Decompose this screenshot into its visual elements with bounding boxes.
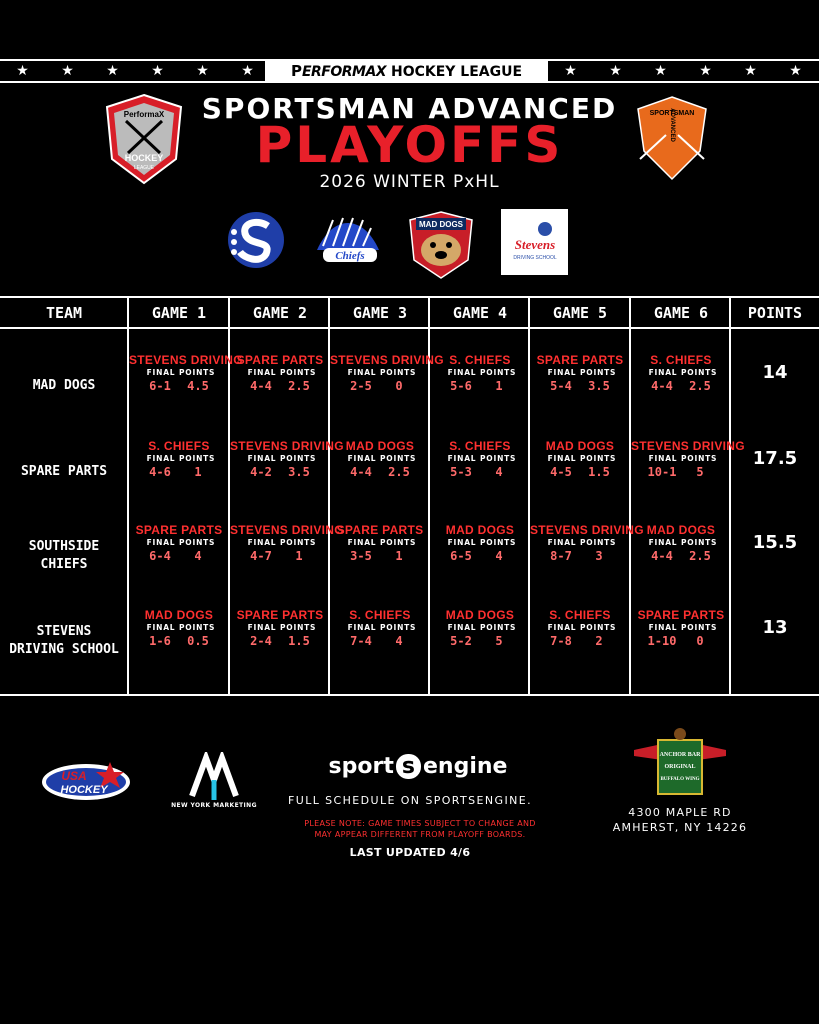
result-labels: [330, 622, 430, 634]
points-label: POINTS: [580, 538, 617, 547]
opponent-name: S. CHIEFS: [650, 353, 712, 367]
points-label: POINTS: [580, 623, 617, 632]
game-cell: [631, 353, 731, 403]
se-logo-right: engine: [422, 754, 508, 779]
points-label: POINTS: [580, 368, 617, 377]
opponent-name: STEVENS DRIVING: [230, 439, 344, 453]
playoffs-title: PLAYOFFS: [255, 116, 564, 174]
svg-text:HOCKEY: HOCKEY: [124, 153, 164, 163]
final-score: 5-6: [450, 379, 472, 393]
performax-logo-icon: P: [290, 62, 302, 80]
result-labels: [230, 453, 330, 465]
result-labels: [430, 453, 530, 465]
points-label: POINTS: [280, 623, 317, 632]
opponent-name: STEVENS DRIVING: [330, 353, 444, 367]
result-labels: [530, 537, 630, 549]
points-label: POINTS: [280, 538, 317, 547]
points-label: POINTS: [580, 454, 617, 463]
result-labels: [330, 537, 430, 549]
total-points: 17.5: [752, 448, 798, 469]
result-labels: [230, 367, 330, 379]
final-score: 2-4: [250, 634, 272, 648]
opponent-name: SPARE PARTS: [336, 523, 424, 537]
final-score: 4-4: [651, 379, 673, 393]
game-points: 4: [395, 634, 403, 648]
result-values: [530, 549, 630, 563]
game-cell: [430, 523, 530, 573]
last-updated: LAST UPDATED 4/6: [349, 846, 471, 859]
final-score: 4-4: [350, 465, 372, 479]
opponent-name: S. CHIEFS: [349, 608, 411, 622]
result-values: [430, 634, 530, 648]
result-labels: [230, 537, 330, 549]
final-label: FINAL: [347, 454, 377, 463]
final-label: FINAL: [347, 368, 377, 377]
game-cell: [330, 353, 444, 403]
game-cell: [330, 523, 430, 573]
game-points: 1.5: [588, 465, 610, 479]
final-score: 7-8: [550, 634, 572, 648]
game-points: 2.5: [388, 465, 410, 479]
points-label: POINTS: [480, 623, 517, 632]
final-score: 1-10: [647, 634, 677, 648]
result-labels: [129, 537, 229, 549]
svg-text:Chiefs: Chiefs: [335, 250, 365, 262]
result-labels: [430, 622, 530, 634]
svg-text:ANCHOR BAR: ANCHOR BAR: [659, 752, 701, 758]
league-banner: [0, 59, 819, 83]
final-score: 10-1: [647, 465, 677, 479]
result-values: [230, 465, 330, 479]
points-label: POINTS: [380, 454, 417, 463]
game-cell: [129, 439, 229, 489]
points-label: POINTS: [380, 623, 417, 632]
result-labels: [631, 537, 731, 549]
table-bottom-border: [0, 694, 819, 696]
league-title: HOCKEY LEAGUE: [390, 64, 523, 80]
result-labels: [430, 537, 530, 549]
game-points: 3.5: [588, 379, 610, 393]
game-points: 3.5: [288, 465, 310, 479]
points-label: POINTS: [480, 538, 517, 547]
final-score: 2-5: [350, 379, 372, 393]
opponent-name: SPARE PARTS: [536, 353, 624, 367]
game-cell: [430, 608, 530, 658]
game-cell: [430, 353, 530, 403]
final-score: 6-5: [450, 549, 472, 563]
points-label: POINTS: [179, 623, 216, 632]
team-name: [0, 377, 128, 395]
result-labels: [430, 367, 530, 379]
final-label: FINAL: [547, 538, 577, 547]
result-values: [631, 465, 731, 479]
opponent-name: SPARE PARTS: [637, 608, 725, 622]
note-line-1: PLEASE NOTE: GAME TIMES SUBJECT TO CHANGE AND: [304, 819, 536, 828]
sportsman-advanced-crest-icon: [636, 95, 708, 183]
final-label: FINAL: [447, 368, 477, 377]
game-points: 4: [495, 465, 503, 479]
opponent-name: STEVENS DRIVING: [530, 523, 644, 537]
game-cell: [129, 523, 229, 573]
final-label: FINAL: [146, 623, 176, 632]
game-cell: [430, 439, 530, 489]
points-label: POINTS: [681, 368, 718, 377]
result-values: [330, 549, 430, 563]
team-name-line: SPARE PARTS: [20, 464, 108, 479]
table-top-border: [0, 296, 819, 298]
result-values: [230, 379, 330, 393]
final-score: 1-6: [149, 634, 171, 648]
opponent-name: S. CHIEFS: [549, 608, 611, 622]
opponent-name: STEVENS DRIVING: [631, 439, 745, 453]
final-score: 4-4: [250, 379, 272, 393]
league-name-box: [265, 61, 548, 81]
final-score: 5-2: [450, 634, 472, 648]
final-label: FINAL: [347, 538, 377, 547]
game-cell: [230, 439, 344, 489]
result-labels: [631, 453, 731, 465]
game-points: 4: [194, 549, 202, 563]
team-name-line: CHIEFS: [40, 557, 88, 572]
header-game-6: GAME 6: [653, 304, 709, 322]
stars-right: ★ ★ ★ ★ ★ ★: [564, 63, 802, 79]
mad-dogs-logo-icon: [408, 210, 474, 280]
result-values: [631, 549, 731, 563]
result-values: [129, 379, 229, 393]
final-label: FINAL: [447, 538, 477, 547]
final-score: 4-2: [250, 465, 272, 479]
game-points: 4: [495, 549, 503, 563]
points-label: POINTS: [179, 454, 216, 463]
stevens-logo-icon: [501, 209, 568, 275]
svg-text:PerformaX: PerformaX: [123, 110, 165, 119]
standings-table: [0, 296, 819, 696]
team-name: [0, 623, 128, 659]
address-line-2: AMHERST, NY 14226: [612, 821, 748, 834]
total-points: 15.5: [752, 532, 798, 553]
svg-text:ADVANCED: ADVANCED: [669, 108, 675, 142]
total-points: 14: [762, 362, 788, 383]
usa-hockey-logo-icon: [40, 758, 132, 804]
division-title: SPORTSMAN ADVANCED: [201, 92, 618, 125]
opponent-name: S. CHIEFS: [148, 439, 210, 453]
result-values: [230, 634, 330, 648]
game-cell: [530, 439, 630, 489]
team-name-line: MAD DOGS: [32, 378, 96, 393]
game-points: 2.5: [689, 379, 711, 393]
full-schedule-text: FULL SCHEDULE ON SPORTSENGINE.: [288, 794, 532, 807]
result-values: [129, 465, 229, 479]
final-label: FINAL: [247, 368, 277, 377]
game-cell: [129, 353, 243, 403]
final-label: FINAL: [547, 368, 577, 377]
final-label: FINAL: [547, 454, 577, 463]
league-prefix: ERFORMAX: [301, 64, 387, 80]
result-values: [631, 634, 731, 648]
opponent-name: S. CHIEFS: [449, 353, 511, 367]
result-values: [330, 634, 430, 648]
final-label: FINAL: [146, 368, 176, 377]
svg-text:MAD DOGS: MAD DOGS: [419, 220, 463, 229]
game-points: 0.5: [187, 634, 209, 648]
stars-left: ★ ★ ★ ★ ★ ★: [16, 63, 254, 79]
restaurant-address: [600, 805, 760, 835]
game-points: 1: [194, 465, 202, 479]
result-values: [530, 465, 630, 479]
game-cell: [631, 439, 745, 489]
final-score: 4-6: [149, 465, 171, 479]
note-line-2: MAY APPEAR DIFFERENT FROM PLAYOFF BOARDS.: [314, 830, 526, 839]
header-game-1: GAME 1: [151, 304, 207, 322]
game-points: 1: [495, 379, 503, 393]
se-logo-mid: s: [396, 754, 421, 779]
team-name-line: SOUTHSIDE: [28, 539, 100, 554]
result-labels: [230, 622, 330, 634]
address-line-1: 4300 MAPLE RD: [628, 806, 732, 819]
svg-text:HOCKEY: HOCKEY: [60, 784, 108, 796]
game-cell: [530, 523, 644, 573]
opponent-name: SPARE PARTS: [236, 608, 324, 622]
team-name: [0, 538, 128, 574]
game-points: 5: [495, 634, 503, 648]
opponent-name: STEVENS DRIVING: [230, 523, 344, 537]
game-points: 2: [595, 634, 603, 648]
header-game-3: GAME 3: [352, 304, 408, 322]
opponent-name: MAD DOGS: [445, 608, 515, 622]
final-label: FINAL: [146, 538, 176, 547]
result-values: [330, 379, 430, 393]
result-values: [330, 465, 430, 479]
opponent-name: S. CHIEFS: [449, 439, 511, 453]
final-score: 4-5: [550, 465, 572, 479]
opponent-name: MAD DOGS: [144, 608, 214, 622]
points-label: POINTS: [179, 368, 216, 377]
final-score: 5-3: [450, 465, 472, 479]
game-cell: [230, 523, 344, 573]
result-labels: [631, 622, 731, 634]
game-cell: [631, 608, 731, 658]
game-points: 2.5: [689, 549, 711, 563]
final-label: FINAL: [347, 623, 377, 632]
result-labels: [129, 453, 229, 465]
opponent-name: SPARE PARTS: [236, 353, 324, 367]
season-subtitle: 2026 WINTER PxHL: [319, 172, 500, 192]
result-values: [430, 549, 530, 563]
opponent-name: MAD DOGS: [345, 439, 415, 453]
result-labels: [129, 622, 229, 634]
final-score: 4-4: [651, 549, 673, 563]
total-points: 13: [762, 617, 788, 638]
game-points: 4.5: [187, 379, 209, 393]
final-label: FINAL: [247, 623, 277, 632]
game-points: 0: [395, 379, 403, 393]
game-cell: [631, 523, 731, 573]
svg-text:Stevens: Stevens: [514, 237, 556, 252]
header-game-4: GAME 4: [452, 304, 508, 322]
points-label: POINTS: [681, 454, 718, 463]
chiefs-logo-icon: [313, 210, 383, 270]
final-label: FINAL: [648, 538, 678, 547]
game-points: 3: [595, 549, 603, 563]
team-name-line: STEVENS: [36, 624, 92, 639]
opponent-name: MAD DOGS: [445, 523, 515, 537]
result-labels: [129, 367, 229, 379]
game-cell: [230, 608, 330, 658]
result-labels: [631, 367, 731, 379]
game-points: 1: [395, 549, 403, 563]
game-cell: [330, 439, 430, 489]
schedule-note: [270, 818, 570, 840]
result-values: [430, 465, 530, 479]
result-values: [430, 379, 530, 393]
points-label: POINTS: [280, 368, 317, 377]
game-points: 0: [696, 634, 704, 648]
svg-text:USA: USA: [61, 769, 87, 783]
header-game-2: GAME 2: [252, 304, 308, 322]
new-york-marketing-label: NEW YORK MARKETING: [171, 802, 257, 809]
points-label: POINTS: [380, 538, 417, 547]
sportsengine-logo: [318, 754, 518, 779]
final-label: FINAL: [648, 454, 678, 463]
final-score: 7-4: [350, 634, 372, 648]
final-score: 4-7: [250, 549, 272, 563]
result-labels: [330, 367, 430, 379]
final-label: FINAL: [247, 538, 277, 547]
final-score: 5-4: [550, 379, 572, 393]
final-label: FINAL: [447, 623, 477, 632]
game-cell: [230, 353, 330, 403]
result-values: [129, 549, 229, 563]
game-cell: [530, 353, 630, 403]
points-label: POINTS: [179, 538, 216, 547]
anchor-bar-logo-icon: [632, 726, 728, 802]
result-values: [230, 549, 330, 563]
final-score: 3-5: [350, 549, 372, 563]
result-labels: [530, 367, 630, 379]
opponent-name: STEVENS DRIVING: [129, 353, 243, 367]
result-labels: [530, 453, 630, 465]
game-cell: [530, 608, 630, 658]
svg-text:DRIVING SCHOOL: DRIVING SCHOOL: [513, 255, 557, 261]
points-label: POINTS: [480, 454, 517, 463]
team-name: [0, 463, 128, 481]
result-values: [530, 379, 630, 393]
table-header-border: [0, 327, 819, 329]
svg-text:BUFFALO WING: BUFFALO WING: [660, 777, 700, 782]
final-score: 6-1: [149, 379, 171, 393]
southside-s-logo-icon: [226, 210, 286, 270]
final-label: FINAL: [648, 368, 678, 377]
header-points: POINTS: [747, 304, 803, 322]
se-logo-left: sport: [328, 754, 394, 779]
final-label: FINAL: [648, 623, 678, 632]
result-labels: [530, 622, 630, 634]
points-label: POINTS: [681, 623, 718, 632]
result-labels: [330, 453, 430, 465]
result-values: [129, 634, 229, 648]
final-label: FINAL: [146, 454, 176, 463]
points-label: POINTS: [480, 368, 517, 377]
game-points: 5: [696, 465, 704, 479]
svg-text:ORIGINAL: ORIGINAL: [664, 764, 696, 770]
result-values: [530, 634, 630, 648]
opponent-name: MAD DOGS: [545, 439, 615, 453]
final-score: 8-7: [550, 549, 572, 563]
points-label: POINTS: [380, 368, 417, 377]
final-label: FINAL: [247, 454, 277, 463]
team-name-line: DRIVING SCHOOL: [9, 642, 119, 657]
final-score: 6-4: [149, 549, 171, 563]
game-points: 2.5: [288, 379, 310, 393]
final-label: FINAL: [447, 454, 477, 463]
points-label: POINTS: [681, 538, 718, 547]
opponent-name: MAD DOGS: [646, 523, 716, 537]
header-team: TEAM: [45, 304, 83, 322]
header-game-5: GAME 5: [552, 304, 608, 322]
game-points: 1: [295, 549, 303, 563]
svg-text:LEAGUE: LEAGUE: [133, 165, 155, 171]
game-cell: [330, 608, 430, 658]
points-label: POINTS: [280, 454, 317, 463]
game-cell: [129, 608, 229, 658]
svg-text:SPORTSMAN: SPORTSMAN: [649, 110, 695, 117]
opponent-name: SPARE PARTS: [135, 523, 223, 537]
final-label: FINAL: [547, 623, 577, 632]
result-values: [631, 379, 731, 393]
game-points: 1.5: [288, 634, 310, 648]
